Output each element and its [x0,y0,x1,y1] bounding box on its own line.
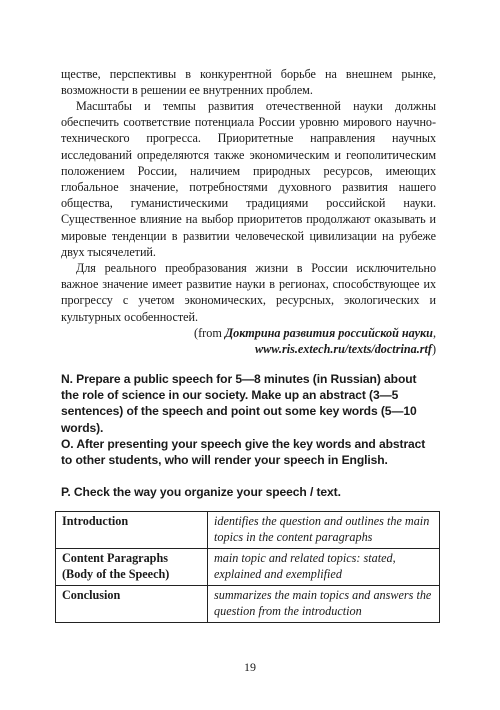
table-cell-description: summarizes the main topics and answers the question from the introduction [208,586,440,623]
task-o: O. After presenting your speech give the key words and abstract to other students, who will render your speech in English. [61,437,426,468]
table-row [56,512,440,549]
table-cell-part: Content Paragraphs (Body of the Speech) [56,549,208,586]
table-cell-description: main topic and related topics: stated, explained and exemplified [208,549,440,586]
table-cell-part: Introduction [56,512,208,549]
table-row [56,586,440,623]
paragraph-science-scale: Масштабы и темпы развития отечественной науки должны обеспечить соответствие потенциала России уровню мирового научно-технического прогресса. Приоритетные направления научных исследований определяются также экономическим и геополитическим положением России, наличием природных ресурсов, имеющих глобальное значение, потребностями духовного развития нашего общества, гуманистическими традициями российской науки. Существенное влияние на выбор приоритетов продолжают оказывать и мировые тенденции в развитии человеческой цивилизации на рубеже двух тысячелетий. [61,99,436,259]
source-url: www.ris.extech.ru/texts/doctrina.rtf [254,342,432,357]
text-line: возможности в решении ее внутренних проблем. [61,83,313,98]
task-n: N. Prepare a public speech for 5—8 minutes (in Russian) about the role of science in our society. Make up an abstract (3—5 sentences) of the speech and point out some key words (5—10 words). [61,372,417,435]
paragraph-continuation [61,66,436,98]
source-close: ) [431,342,436,357]
source-title: Доктрина развития российской науки [224,326,433,340]
source-comma: , [432,326,436,340]
table-cell-part: Conclusion [56,586,208,623]
paragraph-regions: Для реального преобразования жизни в России исключительно важное значение имеет развитие науки в регионах, способствующее их прогрессу с учетом экономических, ресурсных, экологических и культурных особенностей. [61,261,436,324]
speech-structure-table [55,511,440,623]
page-number: 19 [244,660,256,674]
task-p: P. Check the way you organize your speech / text. [61,485,341,499]
source-citation [61,325,436,357]
source-prefix: (from [194,326,225,340]
table-cell-description: identifies the question and outlines the main topics in the content paragraphs [208,512,440,549]
text-line: ществе, перспективы в конкурентной борьбе на внешнем рынке, [61,67,436,81]
table-row [56,549,440,586]
